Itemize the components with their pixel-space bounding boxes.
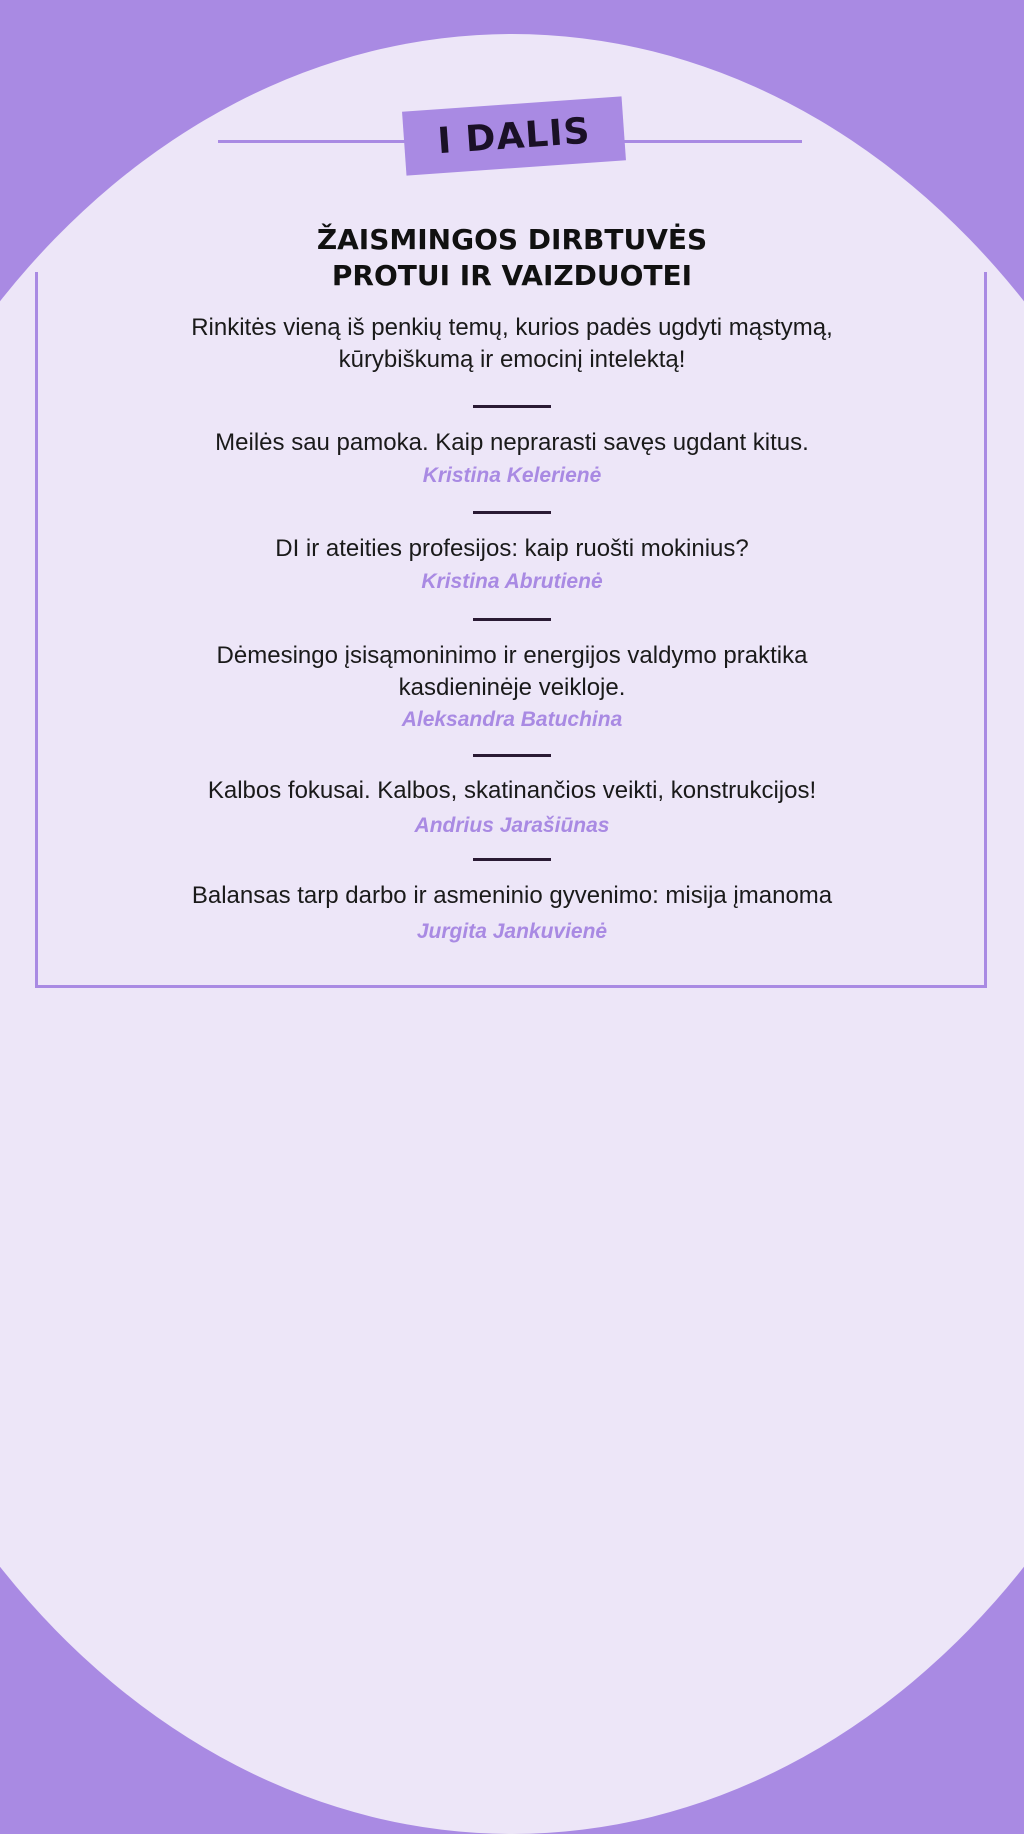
part-badge-label: I DALIS: [436, 110, 592, 162]
divider: [473, 405, 551, 408]
session-speaker: Kristina Abrutienė: [421, 570, 603, 593]
divider: [473, 618, 551, 621]
intro-text-line-1: Rinkitės vieną iš penkių temų, kurios padės ugdyti mąstymą,: [191, 314, 833, 341]
page-title-line-1: ŽAISMINGOS DIRBTUVĖS: [316, 223, 708, 256]
session-topic: kasdieninėje veikloje.: [398, 674, 626, 701]
session-topic: DI ir ateities profesijos: kaip ruošti mokinius?: [275, 535, 749, 562]
session-topic: Dėmesingo įsisąmoninimo ir energijos valdymo praktika: [216, 642, 808, 669]
session-speaker: Kristina Kelerienė: [422, 464, 602, 487]
header-line-left: [218, 140, 408, 143]
divider: [473, 858, 551, 861]
divider: [473, 511, 551, 514]
divider: [473, 754, 551, 757]
session-topic: Kalbos fokusai. Kalbos, skatinančios veikti, konstrukcijos!: [207, 777, 817, 804]
header-line-right: [620, 140, 802, 143]
intro-text-line-2: kūrybiškumą ir emocinį intelektą!: [338, 346, 686, 373]
session-topic: Balansas tarp darbo ir asmeninio gyvenimo: misija įmanoma: [191, 882, 833, 909]
session-speaker: Aleksandra Batuchina: [401, 708, 623, 731]
session-speaker: Jurgita Jankuvienė: [416, 920, 608, 943]
session-speaker: Andrius Jarašiūnas: [414, 814, 610, 837]
page-title-line-2: PROTUI IR VAIZDUOTEI: [331, 259, 693, 292]
session-topic: Meilės sau pamoka. Kaip neprarasti savęs ugdant kitus.: [215, 429, 809, 456]
